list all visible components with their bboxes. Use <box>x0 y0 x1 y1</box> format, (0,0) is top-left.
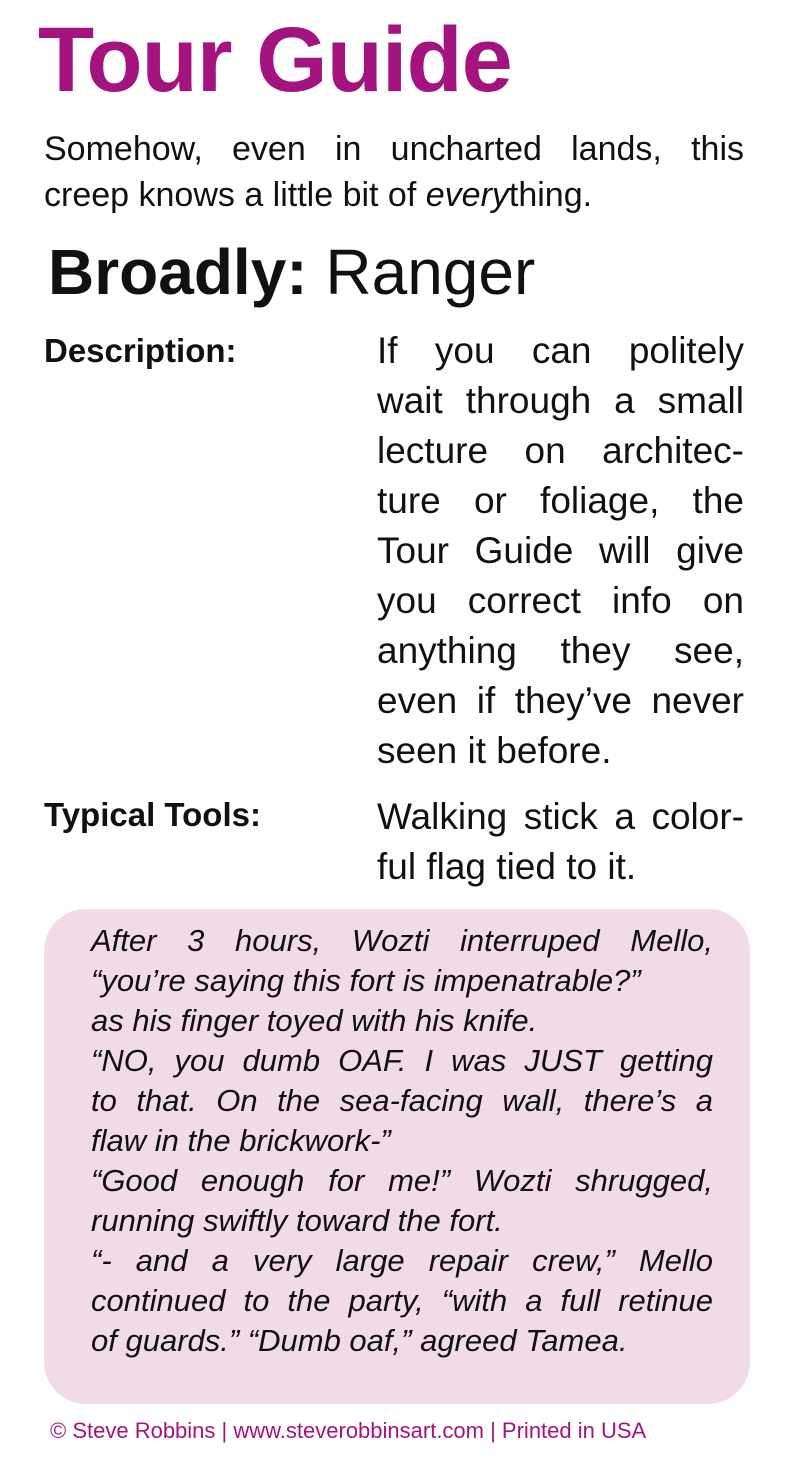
quote-line: “you’re saying this fort is impenatrable?” <box>91 963 641 998</box>
broadly-label: Broadly: <box>48 236 308 308</box>
intro-text-run: thing. <box>508 176 593 214</box>
quote-line: continued to the party, “with a full retinue <box>91 1283 713 1318</box>
quote-line: running swiftly toward the fort. <box>91 1203 503 1238</box>
footer-credit: © Steve Robbins | www.steverobbinsart.com | Printed in USA <box>50 1418 647 1443</box>
intro-text <box>44 126 744 218</box>
tools-value <box>377 792 744 892</box>
quote-line: of guards.” “Dumb oaf,” agreed Tamea. <box>91 1323 628 1358</box>
intro-emphasis: every <box>425 176 509 214</box>
quote-line: “- and a very large repair crew,” Mello <box>91 1243 713 1278</box>
tools-line: Walking stick a color- <box>377 796 744 837</box>
tools-label: Typical Tools: <box>44 796 261 833</box>
description-label: Description: <box>44 332 237 369</box>
quote-line: flaw in the brickwork-” <box>91 1123 391 1158</box>
quote-line: “NO, you dumb OAF. I was JUST getting <box>91 1043 713 1078</box>
quote-line: to that. On the sea-facing wall, there’s a <box>91 1083 713 1118</box>
card-title: Tour Guide <box>38 9 512 111</box>
description-line: If you can politely <box>377 330 744 371</box>
description-line: even if they’ve never <box>377 680 744 721</box>
intro-line <box>44 172 744 218</box>
description-line: ture or foliage, the <box>377 480 744 521</box>
broadly-value: Ranger <box>325 236 536 308</box>
intro-text-run: creep knows a little bit of <box>44 176 426 214</box>
description-line: anything they see, <box>377 630 744 671</box>
description-line: lecture on architec- <box>377 430 744 471</box>
description-line: Tour Guide will give <box>377 530 744 571</box>
description-line: seen it before. <box>377 730 612 771</box>
quote-line: “Good enough for me!” Wozti shrugged, <box>91 1163 713 1198</box>
quote-line: After 3 hours, Wozti interruped Mello, <box>91 923 713 958</box>
quote-line: as his finger toyed with his knife. <box>91 1003 538 1038</box>
tools-line: ful flag tied to it. <box>377 846 637 887</box>
broadly-heading <box>48 232 535 312</box>
quote-text <box>91 921 713 1361</box>
description-line: you correct info on <box>377 580 744 621</box>
description-line: wait through a small <box>377 380 744 421</box>
description-value <box>377 326 744 776</box>
intro-line: Somehow, even in uncharted lands, this <box>44 130 744 168</box>
